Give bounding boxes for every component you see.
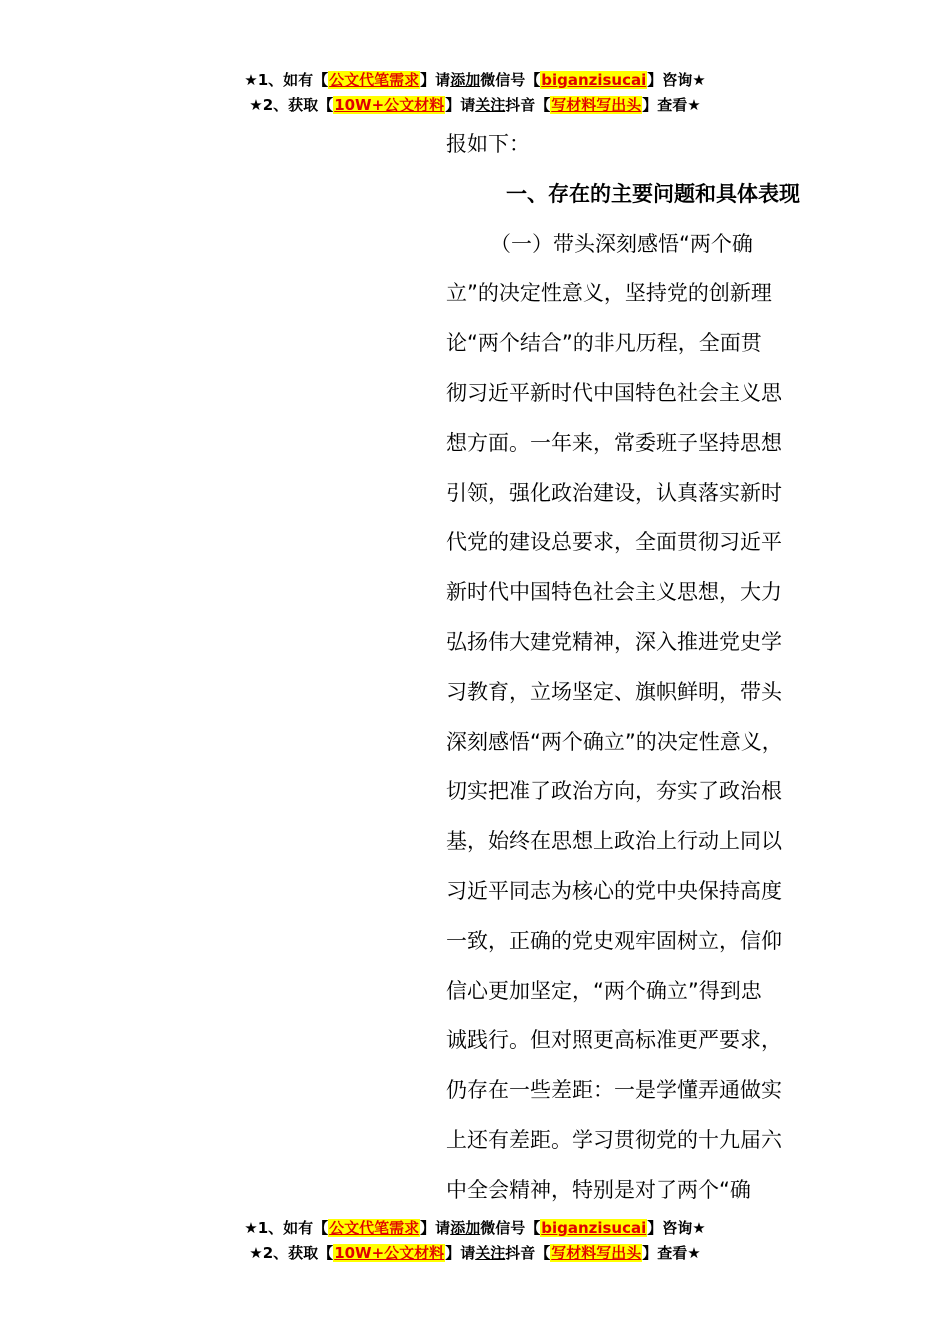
text-line: 论“两个结合”的非凡历程，全面贯 [446,331,762,356]
highlight-service: 公文代笔需求 [329,71,420,89]
text-line: 仍存在一些差距：一是学懂弄通做实 [446,1078,782,1103]
text-line: 切实把准了政治方向，夯实了政治根 [446,779,782,804]
document-body [446,120,822,1216]
header-banner [0,68,950,118]
text-line: 立”的决定性意义，坚持党的创新理 [446,281,772,306]
highlight-service: 公文代笔需求 [329,1219,420,1237]
highlight-materials: 10W+公文材料 [334,1244,445,1262]
text-line: 上还有差距。学习贯彻党的十九届六 [446,1127,782,1152]
banner-line-1: ★1、如有【公文代笔需求】请添加微信号【biganzisucai】咨询★ [244,71,706,89]
text-line: 信心更加坚定，“两个确立”得到忠 [446,978,762,1003]
text-line: 一致，正确的党史观牢固树立，信仰 [446,928,782,953]
highlight-douyin-id: 写材料写出头 [551,96,642,114]
text-line: 诚践行。但对照更高标准更严要求， [446,1028,782,1053]
text-line: 习教育，立场坚定、旗帜鲜明，带头 [446,679,782,704]
text-line: 深刻感悟“两个确立”的决定性意义， [446,729,783,754]
highlight-materials: 10W+公文材料 [334,96,445,114]
highlight-wechat-id: biganzisucai [541,1219,647,1237]
subsection-heading: （一）带头深刻感悟“两个确 [490,231,753,256]
text-line: 中全会精神，特别是对了两个“确 [446,1177,751,1202]
section-heading: 一、存在的主要问题和具体表现 [506,181,800,206]
text-line: 代党的建设总要求，全面贯彻习近平 [446,530,782,555]
text-line: 弘扬伟大建党精神，深入推进党史学 [446,629,782,654]
banner-line-2: ★2、获取【10W+公文材料】请关注抖音【写材料写出头】查看★ [249,96,701,114]
highlight-douyin-id: 写材料写出头 [551,1244,642,1262]
text-line: 想方面。一年来，常委班子坚持思想 [446,430,782,455]
text-line: 新时代中国特色社会主义思想，大力 [446,580,782,605]
text-line: 报如下： [446,132,530,156]
banner-line-1: ★1、如有【公文代笔需求】请添加微信号【biganzisucai】咨询★ [244,1219,706,1237]
text-line: 彻习近平新时代中国特色社会主义思 [446,380,782,405]
text-line: 习近平同志为核心的党中央保持高度 [446,878,782,903]
banner-line-2: ★2、获取【10W+公文材料】请关注抖音【写材料写出头】查看★ [249,1244,701,1262]
highlight-wechat-id: biganzisucai [541,71,647,89]
text-line: 基，始终在思想上政治上行动上同以 [446,829,782,854]
footer-banner [0,1216,950,1266]
text-line: 引领，强化政治建设，认真落实新时 [446,480,782,505]
